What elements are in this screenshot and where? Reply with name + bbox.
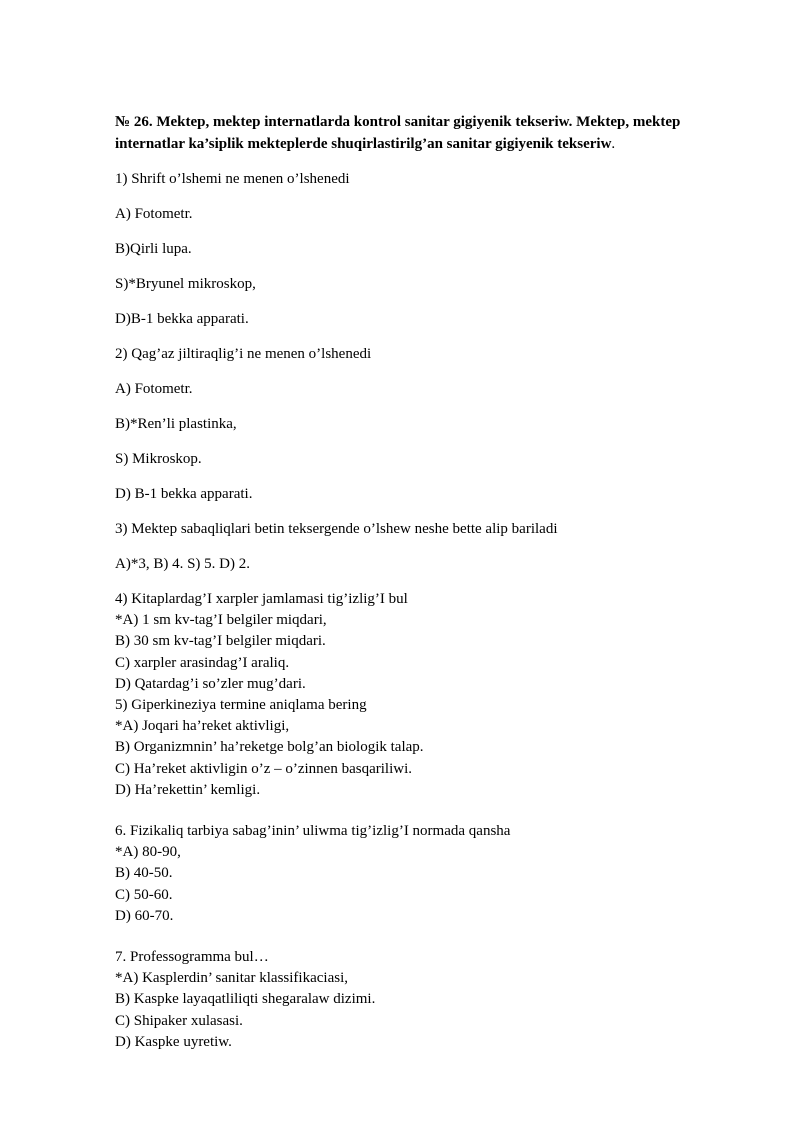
question-4-option-d: D) Qatardag’i so’zler mug’dari. xyxy=(115,675,306,692)
question-7-block xyxy=(115,947,735,1053)
question-6-option-b: B) 40-50. xyxy=(115,865,173,882)
question-7-option-b: B) Kaspke layaqatliliqti shegaralaw dizimi. xyxy=(115,991,376,1008)
question-2-option-b: B)*Ren’li plastinka, xyxy=(115,416,237,432)
question-6-option-a: *A) 80-90, xyxy=(115,844,181,861)
question-1-option-d: D)B-1 bekka apparati. xyxy=(115,311,249,327)
heading-text: № 26. Mektep, mektep internatlarda kontrol sanitar gigiyenik tekseriw. Mektep, mektep internatlar ka’siplik mekteplerde shuqirlastirilg’an sanitar gigiyenik tekseriw xyxy=(115,114,681,152)
question-2: 2) Qag’az jiltiraqlig’i ne menen o’lshenedi xyxy=(115,346,372,362)
question-6-block xyxy=(115,821,735,927)
question-3: 3) Mektep sabaqliqlari betin teksergende o’lshew neshe bette alip bariladi xyxy=(115,521,558,537)
question-5-option-a: *A) Joqari ha’reket aktivligi, xyxy=(115,718,290,735)
document-page xyxy=(115,111,735,1073)
question-4-option-a: *A) 1 sm kv-tag’I belgiler miqdari, xyxy=(115,612,327,629)
document-heading xyxy=(115,111,735,155)
question-4-option-c: C) xarpler arasindag’I araliq. xyxy=(115,654,290,671)
question-7-option-d: D) Kaspke uyretiw. xyxy=(115,1033,232,1050)
question-7: 7. Professogramma bul… xyxy=(115,949,269,966)
questions-4-5-block xyxy=(115,589,735,801)
question-2-option-d: D) B-1 bekka apparati. xyxy=(115,486,253,502)
question-5-option-c: C) Ha’reket aktivligin o’z – o’zinnen basqariliwi. xyxy=(115,760,412,777)
question-6-option-c: C) 50-60. xyxy=(115,886,173,903)
question-7-option-c: C) Shipaker xulasasi. xyxy=(115,1012,243,1029)
question-4-option-b: B) 30 sm kv-tag’I belgiler miqdari. xyxy=(115,633,326,650)
question-1: 1) Shrift o’lshemi ne menen o’lshenedi xyxy=(115,171,350,187)
heading-trailing-period: . xyxy=(611,136,616,152)
question-1-option-s: S)*Bryunel mikroskop, xyxy=(115,276,256,292)
question-5: 5) Giperkineziya termine aniqlama bering xyxy=(115,697,367,714)
question-1-option-a: A) Fotometr. xyxy=(115,206,193,222)
question-4: 4) Kitaplardag’I xarpler jamlamasi tig’izlig’I bul xyxy=(115,591,408,607)
question-2-option-a: A) Fotometr. xyxy=(115,381,193,397)
question-7-option-a: *A) Kasplerdin’ sanitar klassifikaciasi, xyxy=(115,970,348,987)
question-6-option-d: D) 60-70. xyxy=(115,907,174,924)
question-6: 6. Fizikaliq tarbiya sabag’inin’ uliwma tig’izlig’I normada qansha xyxy=(115,823,511,840)
question-1-option-b: B)Qirli lupa. xyxy=(115,241,192,257)
question-3-options: A)*3, B) 4. S) 5. D) 2. xyxy=(115,556,250,572)
question-5-option-b: B) Organizmnin’ ha’reketge bolg’an biologik talap. xyxy=(115,739,424,756)
question-5-option-d: D) Ha’rekettin’ kemligi. xyxy=(115,781,261,798)
question-2-option-s: S) Mikroskop. xyxy=(115,451,202,467)
